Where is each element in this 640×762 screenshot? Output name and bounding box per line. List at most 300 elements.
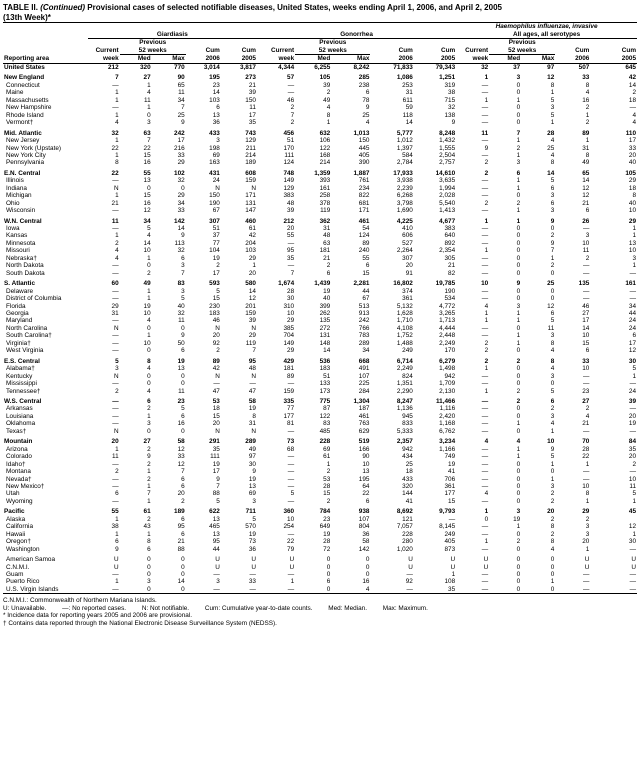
value-cell: 7 — [550, 247, 555, 255]
value-cell: 27 — [582, 310, 590, 318]
value-cell: 91 — [405, 269, 413, 277]
value-cell: 1 — [516, 184, 521, 192]
value-cell: 0 — [516, 262, 521, 270]
value-cell: U — [215, 563, 220, 571]
value-cell: 8 — [550, 357, 555, 365]
value-cell: 2 — [484, 347, 489, 355]
table-row — [3, 365, 637, 372]
value-cell: 7 — [516, 129, 521, 137]
value-cell: — — [112, 339, 119, 347]
value-cell: — — [481, 104, 489, 112]
value-cell: 63 — [323, 239, 331, 247]
value-cell: 58 — [248, 398, 256, 405]
table-row — [3, 240, 637, 247]
value-cell: 1 — [115, 137, 119, 145]
value-cell: 41 — [405, 497, 413, 505]
value-cell: — — [481, 89, 489, 97]
table-row — [3, 490, 637, 497]
value-cell: U — [584, 556, 590, 564]
value-cell: 9 — [181, 232, 185, 240]
col-2005-2: 2005 — [440, 55, 456, 63]
table-row — [3, 317, 637, 324]
value-cell: 10 — [582, 365, 590, 373]
value-cell: N — [215, 372, 220, 380]
value-cell: 399 — [319, 302, 331, 310]
value-cell: 1 — [632, 372, 636, 380]
value-cell: — — [481, 254, 489, 262]
table-row — [3, 262, 637, 269]
value-cell: 892 — [444, 239, 456, 247]
value-cell: 89 — [362, 239, 370, 247]
value-cell: 8,242 — [353, 63, 370, 71]
value-cell: U — [450, 556, 456, 564]
value-cell: 30 — [628, 538, 636, 546]
table-row — [3, 215, 637, 225]
value-cell: 150 — [358, 137, 370, 145]
value-cell: 8 — [147, 357, 151, 365]
value-cell: 0 — [516, 81, 521, 89]
value-cell: 8 — [326, 111, 331, 119]
value-cell: 150 — [209, 192, 220, 200]
value-cell: 71,833 — [393, 63, 413, 71]
value-cell: 3,265 — [439, 310, 456, 318]
value-cell: 28 — [323, 538, 331, 546]
value-cell: 242 — [358, 317, 370, 325]
value-cell: 3 — [516, 508, 521, 516]
value-cell: 58 — [177, 438, 185, 446]
table-row — [3, 247, 637, 254]
value-cell: 73 — [248, 538, 256, 546]
value-cell: 14 — [547, 169, 555, 177]
table-row — [3, 127, 637, 137]
value-cell: 234 — [358, 184, 370, 192]
value-cell: 28 — [582, 445, 590, 453]
table-row — [3, 468, 637, 475]
value-cell: 2 — [516, 144, 521, 152]
value-cell: 20 — [628, 412, 636, 420]
table-row — [3, 340, 637, 347]
value-cell: 1 — [115, 578, 119, 586]
reporting-area-cell: E.N. Central — [4, 169, 41, 177]
value-cell: U — [251, 556, 256, 564]
value-cell: 1 — [326, 460, 331, 468]
value-cell: 6 — [326, 269, 331, 277]
value-cell: 1 — [484, 317, 489, 325]
value-cell: 784 — [319, 508, 331, 516]
value-cell: 1 — [147, 412, 151, 420]
reporting-area-cell: Kentucky — [6, 372, 33, 380]
value-cell: 228 — [319, 438, 331, 446]
value-cell: 273 — [245, 74, 256, 82]
value-cell: U — [584, 563, 590, 571]
value-cell: 2,249 — [439, 339, 456, 347]
value-cell: 189 — [174, 508, 185, 516]
table-row — [3, 395, 637, 405]
reporting-area-cell: Missouri — [6, 247, 30, 255]
reporting-area-cell: South Carolina† — [6, 332, 52, 340]
table-row — [3, 446, 637, 453]
value-cell: 142 — [174, 217, 185, 225]
value-cell: 2 — [147, 460, 151, 468]
value-cell: 0 — [147, 372, 151, 380]
value-cell: 393 — [319, 177, 331, 185]
value-cell: 0 — [516, 380, 521, 388]
value-cell: 2 — [585, 104, 590, 112]
value-cell: 40 — [628, 199, 636, 207]
value-cell: — — [287, 460, 295, 468]
value-cell: 65 — [177, 81, 185, 89]
table-row — [3, 89, 637, 96]
value-cell: 1 — [585, 460, 590, 468]
value-cell: 649 — [319, 523, 331, 531]
value-cell: 34 — [177, 96, 185, 104]
value-cell: 40 — [177, 302, 185, 310]
value-cell: 7 — [216, 482, 220, 490]
value-cell: 1,013 — [353, 129, 370, 137]
value-cell: 1 — [516, 207, 521, 215]
value-cell: 14 — [143, 239, 151, 247]
value-cell: — — [481, 460, 489, 468]
value-cell: 46 — [287, 96, 295, 104]
value-cell: — — [287, 530, 295, 538]
value-cell: 43 — [143, 523, 151, 531]
value-cell: 24 — [212, 177, 220, 185]
value-cell: 54 — [362, 225, 370, 233]
value-cell: 30 — [628, 357, 636, 365]
value-cell: 171 — [245, 192, 256, 200]
col-week-2: week — [278, 55, 295, 63]
value-cell: 14 — [177, 578, 185, 586]
value-cell: 8,248 — [439, 129, 456, 137]
reporting-area-cell: Montana — [6, 468, 31, 476]
value-cell: — — [481, 295, 489, 303]
value-cell: — — [112, 475, 119, 483]
table-row — [3, 159, 637, 166]
value-cell: 39 — [287, 207, 295, 215]
value-cell: 335 — [283, 398, 295, 405]
value-cell: 0 — [516, 324, 521, 332]
value-cell: 22 — [287, 538, 295, 546]
table-row — [3, 380, 637, 387]
value-cell: 47 — [248, 387, 256, 395]
value-cell: 3,817 — [239, 63, 256, 71]
value-cell: 10 — [582, 482, 590, 490]
col-2006-3: 2006 — [575, 55, 590, 63]
value-cell: 804 — [358, 523, 370, 531]
value-cell: — — [481, 262, 489, 270]
value-cell: 14 — [628, 81, 636, 89]
value-cell: 1 — [290, 578, 295, 586]
value-cell: 88 — [212, 490, 220, 498]
value-cell: 0 — [516, 372, 521, 380]
value-cell: 47 — [212, 387, 220, 395]
value-cell: 37 — [212, 232, 220, 240]
value-cell: 10 — [628, 207, 636, 215]
value-cell: 13 — [628, 239, 636, 247]
value-cell: 48 — [323, 232, 331, 240]
value-cell: 6 — [115, 538, 119, 546]
value-cell: 1 — [484, 310, 489, 318]
value-cell: 122 — [319, 412, 331, 420]
value-cell: 513 — [358, 302, 370, 310]
reporting-area-cell: U.S. Virgin Islands — [3, 586, 88, 594]
value-cell: 0 — [550, 563, 555, 571]
value-cell: 6 — [181, 482, 185, 490]
value-cell: 0 — [516, 497, 521, 505]
table-row — [3, 177, 637, 184]
value-cell: 17 — [177, 137, 185, 145]
value-cell: 1 — [147, 287, 151, 295]
value-cell: 0 — [365, 563, 370, 571]
value-cell: 11 — [481, 129, 489, 137]
value-cell: 17 — [582, 317, 590, 325]
value-cell: 4 — [550, 365, 555, 373]
col-max-1: Max — [172, 55, 185, 63]
value-cell: — — [590, 586, 637, 594]
value-cell: 19 — [448, 460, 456, 468]
value-cell: 48 — [287, 199, 295, 207]
value-cell: 0 — [516, 232, 521, 240]
value-cell: 1,752 — [396, 332, 413, 340]
value-cell: 0 — [516, 365, 521, 373]
value-cell: — — [112, 398, 119, 405]
value-cell: 2,264 — [396, 247, 413, 255]
value-cell: 26 — [582, 217, 590, 225]
value-cell: 8,692 — [396, 508, 413, 516]
value-cell: 242 — [174, 129, 185, 137]
value-cell: 0 — [516, 460, 521, 468]
reporting-area-cell: Vermont† — [6, 119, 34, 127]
value-cell: 195 — [209, 74, 220, 82]
value-cell: 4 — [115, 247, 119, 255]
value-cell: 122 — [319, 144, 331, 152]
reporting-area-cell: Washington — [6, 545, 40, 553]
value-cell: 2 — [290, 104, 295, 112]
value-cell: 21 — [582, 199, 590, 207]
value-cell: 25 — [405, 460, 413, 468]
value-cell: 159 — [245, 177, 256, 185]
reporting-area-cell: Colorado — [6, 453, 32, 461]
value-cell: U — [289, 556, 295, 564]
value-cell: U — [251, 563, 256, 571]
value-cell: — — [481, 545, 489, 553]
value-cell: 4 — [516, 438, 521, 446]
value-cell: 9 — [550, 239, 555, 247]
reporting-area-cell: Mid. Atlantic — [4, 129, 42, 137]
value-cell: 5 — [290, 490, 295, 498]
value-cell: 305 — [444, 254, 456, 262]
value-cell: 0 — [147, 380, 151, 388]
value-cell: 1 — [516, 339, 521, 347]
value-cell: 0 — [181, 427, 185, 435]
value-cell: 3,938 — [396, 177, 413, 185]
value-cell: 410 — [402, 225, 413, 233]
value-cell: 942 — [402, 445, 413, 453]
reporting-area-cell: Mississippi — [6, 380, 37, 388]
value-cell: 38 — [111, 523, 119, 531]
reporting-area-cell: Maine — [6, 89, 24, 97]
reporting-area-cell: Nevada† — [6, 475, 32, 483]
value-cell: — — [112, 295, 119, 303]
value-cell: — — [287, 81, 295, 89]
col-2006-1: 2006 — [205, 55, 220, 63]
table-row — [3, 71, 637, 81]
value-cell: 307 — [402, 254, 413, 262]
value-cell: 9 — [365, 104, 370, 112]
value-cell: 0 — [147, 324, 151, 332]
value-cell: — — [582, 372, 590, 380]
value-cell: 95 — [177, 523, 185, 531]
value-cell: 485 — [319, 427, 331, 435]
value-cell: 31 — [111, 310, 119, 318]
reporting-area-cell: E.S. Central — [4, 357, 40, 365]
value-cell: 19 — [323, 287, 331, 295]
value-cell: 9 — [550, 445, 555, 453]
value-cell: 2,354 — [439, 247, 456, 255]
value-cell: 272 — [319, 324, 331, 332]
value-cell: 629 — [358, 427, 370, 435]
table-row — [3, 413, 637, 420]
value-cell: 383 — [444, 225, 456, 233]
value-cell: 90 — [177, 74, 185, 82]
value-cell: 92 — [405, 578, 413, 586]
reporting-area-cell: Michigan — [6, 192, 32, 200]
value-cell: 1 — [115, 89, 119, 97]
table-row — [3, 405, 637, 412]
value-cell: 60 — [111, 280, 119, 288]
value-cell: 11 — [112, 453, 119, 461]
value-cell: 584 — [402, 151, 413, 159]
value-cell: 0 — [550, 468, 555, 476]
value-cell: 18 — [628, 96, 636, 104]
value-cell: 1,012 — [396, 137, 413, 145]
value-cell: 61 — [248, 225, 256, 233]
value-cell: 3 — [550, 332, 555, 340]
value-cell: 0 — [181, 570, 185, 578]
value-cell: 13 — [143, 177, 151, 185]
value-cell: 6 — [147, 545, 151, 553]
value-cell: 33 — [628, 144, 636, 152]
value-cell: 214 — [319, 159, 331, 167]
value-cell: 1 — [516, 420, 521, 428]
value-cell: 19 — [212, 460, 220, 468]
col-current-3: Current — [465, 47, 489, 55]
value-cell: — — [112, 287, 119, 295]
value-cell: 6 — [181, 412, 185, 420]
table-row — [3, 531, 637, 538]
value-cell: 3,798 — [396, 199, 413, 207]
value-cell: 28 — [323, 482, 331, 490]
value-cell: 4 — [585, 412, 590, 420]
reporting-area-cell: Delaware — [6, 287, 33, 295]
reporting-area-cell: Arkansas — [6, 405, 33, 413]
value-cell: 23 — [212, 81, 220, 89]
reporting-area-cell: Pacific — [4, 508, 25, 516]
value-cell: — — [112, 570, 119, 578]
value-cell: 29 — [628, 217, 636, 225]
value-cell: 228 — [402, 530, 413, 538]
value-cell: 68 — [287, 445, 295, 453]
value-cell: 913 — [358, 310, 370, 318]
value-cell: 0 — [181, 324, 185, 332]
value-cell: 89 — [287, 372, 295, 380]
value-cell: 6 — [585, 347, 590, 355]
value-cell: 15 — [323, 490, 331, 498]
value-cell: 5 — [181, 405, 185, 413]
value-cell: 2 — [550, 262, 555, 270]
value-cell: 2 — [326, 468, 331, 476]
value-cell: 4,108 — [396, 324, 413, 332]
value-cell: — — [112, 269, 119, 277]
value-cell: U — [631, 556, 636, 564]
value-cell: — — [481, 119, 489, 127]
col-med-3: Med — [507, 55, 521, 63]
value-cell: 1,498 — [439, 365, 456, 373]
value-cell: 10 — [582, 239, 590, 247]
value-cell: N — [215, 184, 220, 192]
value-cell: 1,710 — [396, 317, 413, 325]
value-cell: — — [629, 287, 636, 295]
table-row — [3, 586, 637, 594]
value-cell: 0 — [147, 111, 151, 119]
value-cell: 775 — [319, 398, 331, 405]
table-header — [3, 23, 637, 64]
value-cell: 1 — [632, 497, 636, 505]
value-cell: 13 — [248, 482, 256, 490]
value-cell: 53 — [212, 398, 220, 405]
value-cell: 53 — [323, 475, 331, 483]
value-cell: 1,304 — [353, 398, 370, 405]
value-cell: 6 — [632, 332, 636, 340]
value-cell: 0 — [516, 287, 521, 295]
value-cell: 163 — [209, 159, 220, 167]
value-cell: 3,635 — [439, 177, 456, 185]
value-cell: 8 — [550, 538, 555, 546]
value-cell: 19 — [248, 530, 256, 538]
reporting-area-cell: Alaska — [6, 515, 26, 523]
value-cell: — — [112, 347, 119, 355]
value-cell: 749 — [444, 453, 456, 461]
value-cell: 4 — [550, 347, 555, 355]
value-cell: 189 — [245, 159, 256, 167]
report-page — [3, 0, 637, 627]
table-row — [3, 332, 637, 339]
value-cell: 6 — [181, 254, 185, 262]
value-cell: 681 — [358, 199, 370, 207]
value-cell: 0 — [516, 111, 521, 119]
value-cell: 69 — [248, 490, 256, 498]
value-cell: 2 — [585, 515, 590, 523]
value-cell: 8,145 — [439, 523, 456, 531]
table-row — [3, 63, 637, 71]
value-cell: — — [481, 372, 489, 380]
value-cell: — — [481, 137, 489, 145]
legend-maximum: Max: Maximum. — [382, 604, 428, 612]
value-cell: 12 — [582, 192, 590, 200]
value-cell: 873 — [444, 545, 456, 553]
value-cell: 361 — [444, 482, 456, 490]
value-cell: — — [582, 380, 590, 388]
value-cell: 8 — [252, 412, 256, 420]
value-cell: 706 — [444, 475, 456, 483]
value-cell: 195 — [358, 475, 370, 483]
value-cell: — — [629, 545, 636, 553]
value-cell: 2 — [550, 497, 555, 505]
value-cell: 6 — [550, 310, 555, 318]
value-cell: 13 — [362, 468, 370, 476]
value-cell: — — [370, 586, 413, 594]
value-cell: 0 — [147, 570, 151, 578]
